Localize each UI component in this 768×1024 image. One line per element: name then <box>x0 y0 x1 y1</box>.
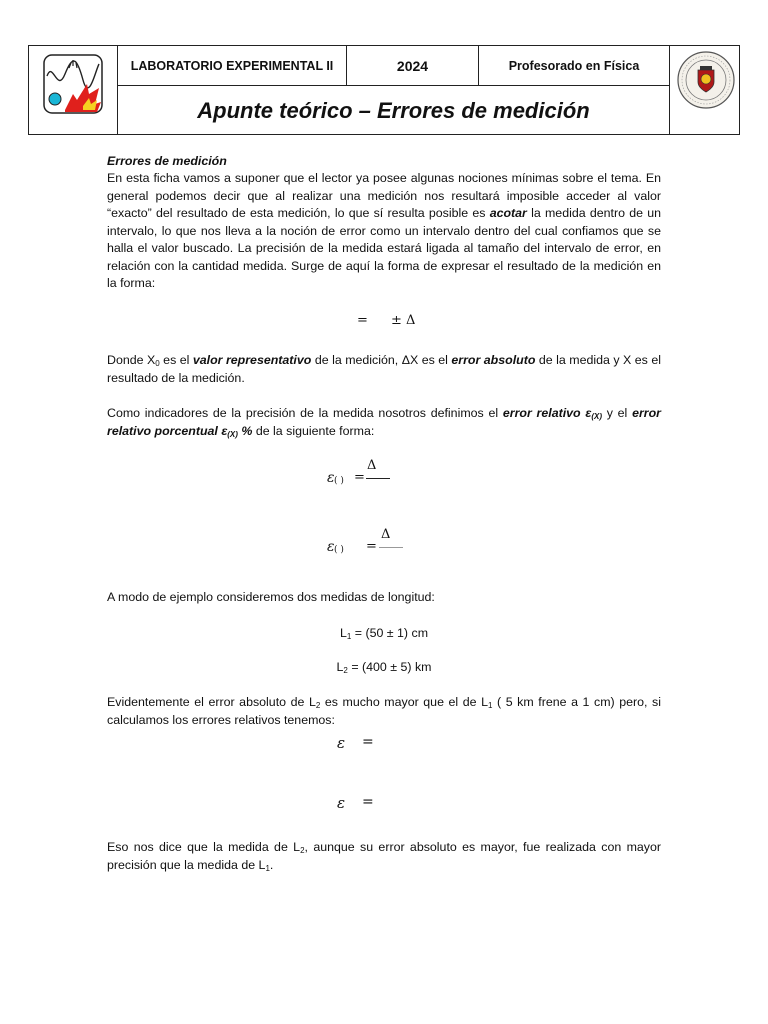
paragraph-comparison: Evidentemente el error absoluto de $L_2$ es mucho mayor que el de $L_1$ ( 5 km frene a 1 cm) pero, si calculamos los errores relativos tenemos: <box>107 695 661 727</box>
header-table <box>28 45 740 135</box>
emphasis: acotar <box>489 206 527 220</box>
section-heading: Errores de medición <box>107 154 227 168</box>
paragraph-intro: En esta ficha vamos a suponer que el lector ya posee algunas nociones mínimas sobre el tema. En general podemos decir que al realizar una medición nos resultará imposible acceder al valor “exacto” del resultado de esta medición, lo que sí resulta posible es acotar la medida dentro de un intervalo, lo que nos lleva a la noción de error como un intervalo dentro del cual confiamos que se halla el valor buscado. La precisión de la medida estará ligada al tamaño del intervalo de error, en relación con la cantidad medida. Surge de aquí la forma de expresar el resultado de la medición en la forma: <box>107 171 661 290</box>
paragraph-definition: Donde $X_0$ es el valor representativo de la medición, ΔX es el error absoluto de la medida y X es el resultado de la medición. <box>107 353 661 385</box>
fraction-bar <box>366 478 390 479</box>
paragraph-example: A modo de ejemplo consideremos dos medidas de longitud: <box>107 590 435 604</box>
lab-name: LABORATORIO EXPERIMENTAL II <box>130 59 334 73</box>
measurement-l1: $L_1 = (50 \pm 1)$ cm <box>339 626 429 641</box>
formula-equals: = <box>357 313 368 328</box>
paragraph-conclusion: Eso nos dice que la medida de $L_2$, aunque su error absoluto es mayor, fue realizada con mayor precisión que la medida de $L_1$. <box>107 840 661 873</box>
formula-plusminus: ± Δ <box>391 313 416 328</box>
fraction-bar <box>379 547 403 548</box>
program-name: Profesorado en Física <box>508 59 640 73</box>
divider <box>669 46 670 134</box>
page-title: Apunte teórico – Errores de medición <box>197 98 590 123</box>
university-seal-icon <box>676 50 736 110</box>
measurement-l2: $L_2 = (400 \pm 5)$ km <box>336 660 432 675</box>
lab-logo-icon <box>43 54 103 114</box>
year: 2024 <box>396 58 429 74</box>
paragraph-relative-errors: Como indicadores de la precisión de la medida nosotros definimos el error relativo $\varepsilon_{(X)}$ y el error relativo porcentual $\varepsilon_{(X)}$ % de la siguiente forma: <box>107 406 661 439</box>
